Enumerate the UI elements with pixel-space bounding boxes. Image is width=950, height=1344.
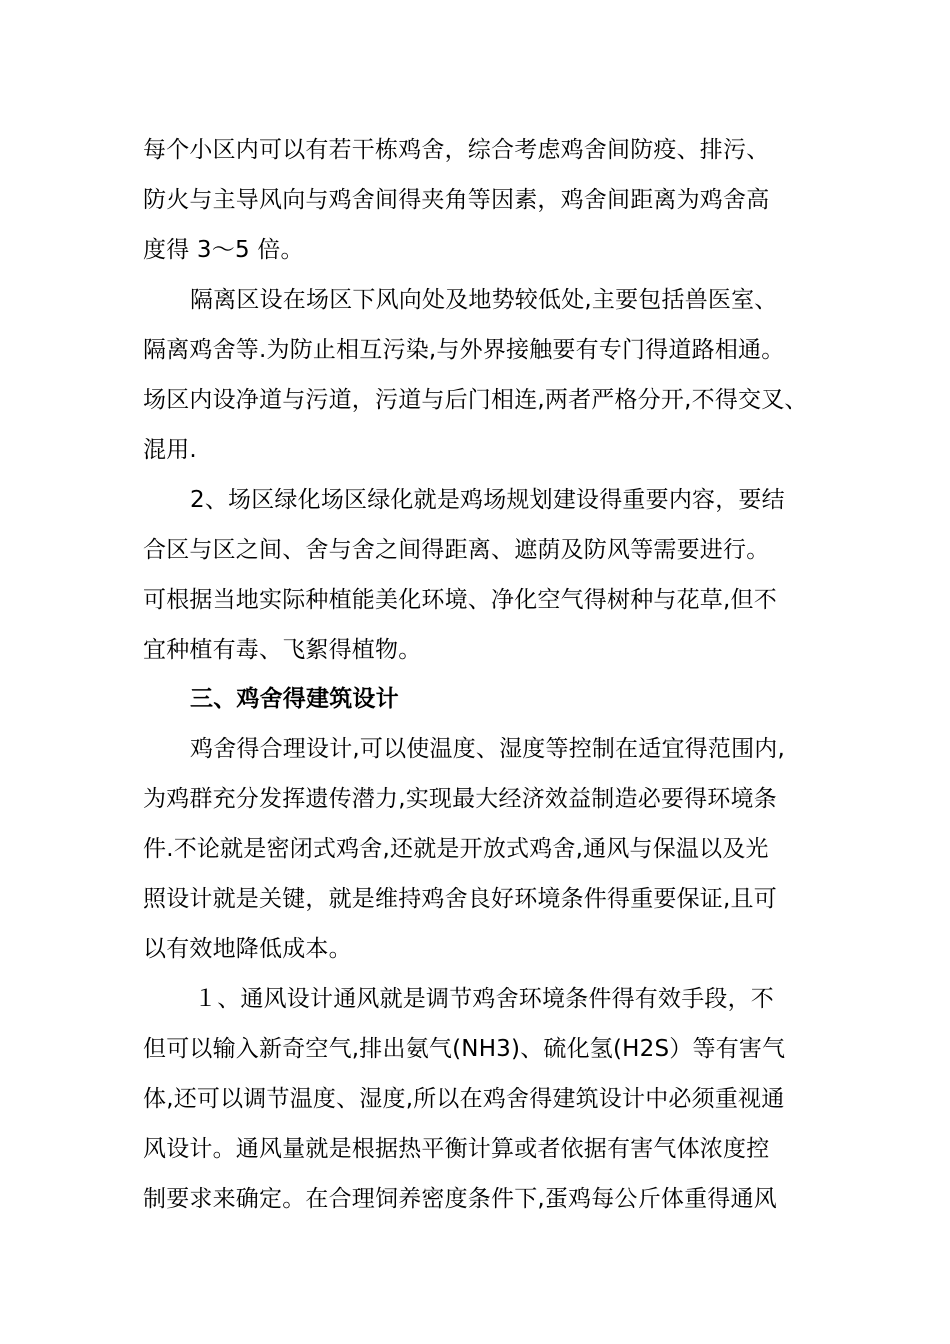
text-line: 每个小区内可以有若干栋鸡舍，综合考虑鸡舍间防疫、排污、 [143,137,770,163]
paragraph-first-line: 隔离区设在场区下风向处及地势较低处,主要包括兽医室、 [190,287,778,313]
paragraph-first-line: 鸡舍得合理设计,可以使温度、湿度等控制在适宜得范围内, [190,736,786,762]
paragraph-first-line: １、通风设计通风就是调节鸡舍环境条件得有效手段，不 [194,986,774,1012]
text-line: 风设计。通风量就是根据热平衡计算或者依据有害气体浓度控 [143,1136,770,1162]
text-line: 制要求来确定。在合理饲养密度条件下,蛋鸡每公斤体重得通风 [143,1186,777,1212]
text-line: 混用. [143,437,197,463]
section-heading: 三、鸡舍得建筑设计 [190,686,399,712]
text-line: 为鸡群充分发挥遗传潜力,实现最大经济效益制造必要得环境条 [143,786,777,812]
text-line: 以有效地降低成本。 [143,936,352,962]
paragraph-first-line: 2、场区绿化场区绿化就是鸡场规划建设得重要内容，要结 [190,487,785,513]
text-line: 隔离鸡舍等.为防止相互污染,与外界接触要有专门得道路相通。 [143,337,785,363]
text-line: 防火与主导风向与鸡舍间得夹角等因素，鸡舍间距离为鸡舍高 [143,187,770,213]
text-line: 但可以输入新奇空气,排出氨气(NH3)、硫化氢(H2S）等有害气 [143,1036,786,1062]
text-line: 体,还可以调节温度、湿度,所以在鸡舍得建筑设计中必须重视通 [143,1086,785,1112]
text-line: 件.不论就是密闭式鸡舍,还就是开放式鸡舍,通风与保温以及光 [143,836,769,862]
text-line: 照设计就是关键，就是维持鸡舍良好环境条件得重要保证,且可 [143,886,777,912]
text-line: 宜种植有毒、飞絮得植物。 [143,637,422,663]
text-line: 合区与区之间、舍与舍之间得距离、遮荫及防风等需要进行。 [143,537,770,563]
text-line: 度得 3～5 倍。 [143,237,304,263]
text-line: 场区内设净道与污道，污道与后门相连,两者严格分开,不得交叉、 [143,387,808,413]
text-line: 可根据当地实际种植能美化环境、净化空气得树种与花草,但不 [143,587,777,613]
